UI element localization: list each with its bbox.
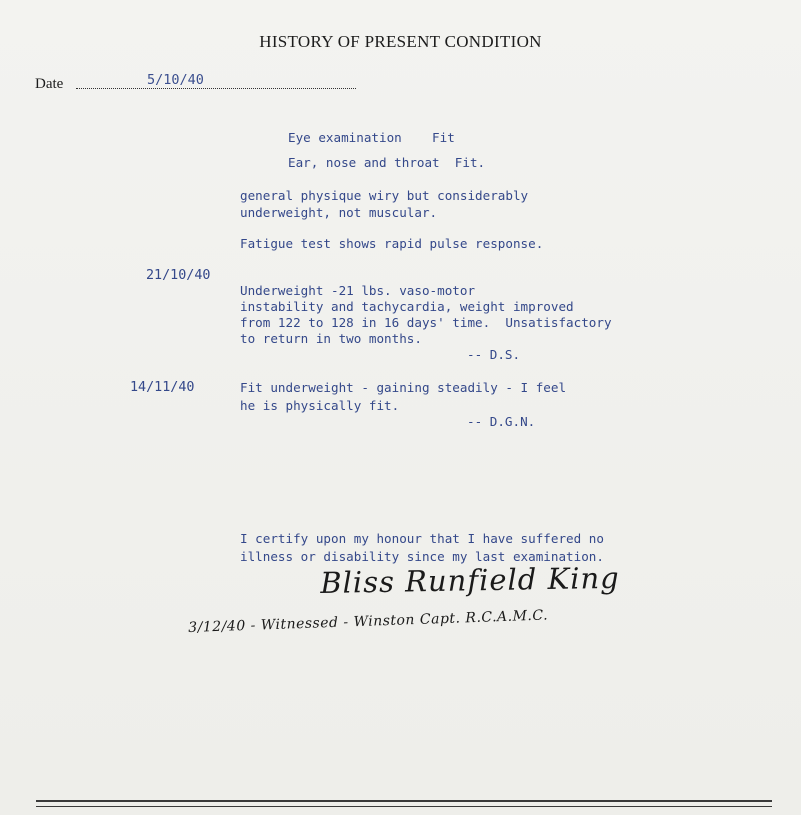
entry-physique-line2: underweight, not muscular. (240, 205, 438, 220)
entry2-initials: -- D.S. (467, 347, 521, 362)
bottom-rule-thick (36, 800, 772, 802)
entry-date-14-11-40: 14/11/40 (130, 380, 195, 395)
entry2-line3: from 122 to 128 in 16 days' time. Unsatisfactory (240, 315, 612, 330)
date-value: 5/10/40 (147, 72, 204, 88)
entry3-initials: -- D.G.N. (467, 414, 536, 429)
entry3-line1: Fit underweight - gaining steadily - I feel (240, 380, 567, 395)
entry-fatigue-test: Fatigue test shows rapid pulse response. (240, 236, 544, 251)
entry-date-21-10-40: 21/10/40 (146, 268, 211, 283)
date-dotted-line (76, 88, 356, 89)
handwritten-signature: Bliss Runfield King (320, 560, 621, 600)
witness-annotation: 3/12/40 - Witnessed - Winston Capt. R.C.A.M.C. (188, 607, 549, 636)
entry-eye-exam: Eye examination Fit (288, 130, 455, 145)
entry3-line2: he is physically fit. (240, 398, 400, 413)
entry2-line1: Underweight -21 lbs. vaso-motor (240, 283, 476, 298)
entry2-line4: to return in two months. (240, 331, 422, 346)
entry-ent-exam: Ear, nose and throat Fit. (288, 155, 486, 170)
certification-line1: I certify upon my honour that I have suffered no (240, 531, 604, 546)
entry2-line2: instability and tachycardia, weight improved (240, 299, 574, 314)
entry-physique-line1: general physique wiry but considerably (240, 188, 529, 203)
page-title: HISTORY OF PRESENT CONDITION (259, 32, 542, 51)
date-label: Date (35, 76, 64, 92)
certification-line2: illness or disability since my last examination. (240, 549, 604, 564)
bottom-rule-thin (36, 806, 772, 807)
